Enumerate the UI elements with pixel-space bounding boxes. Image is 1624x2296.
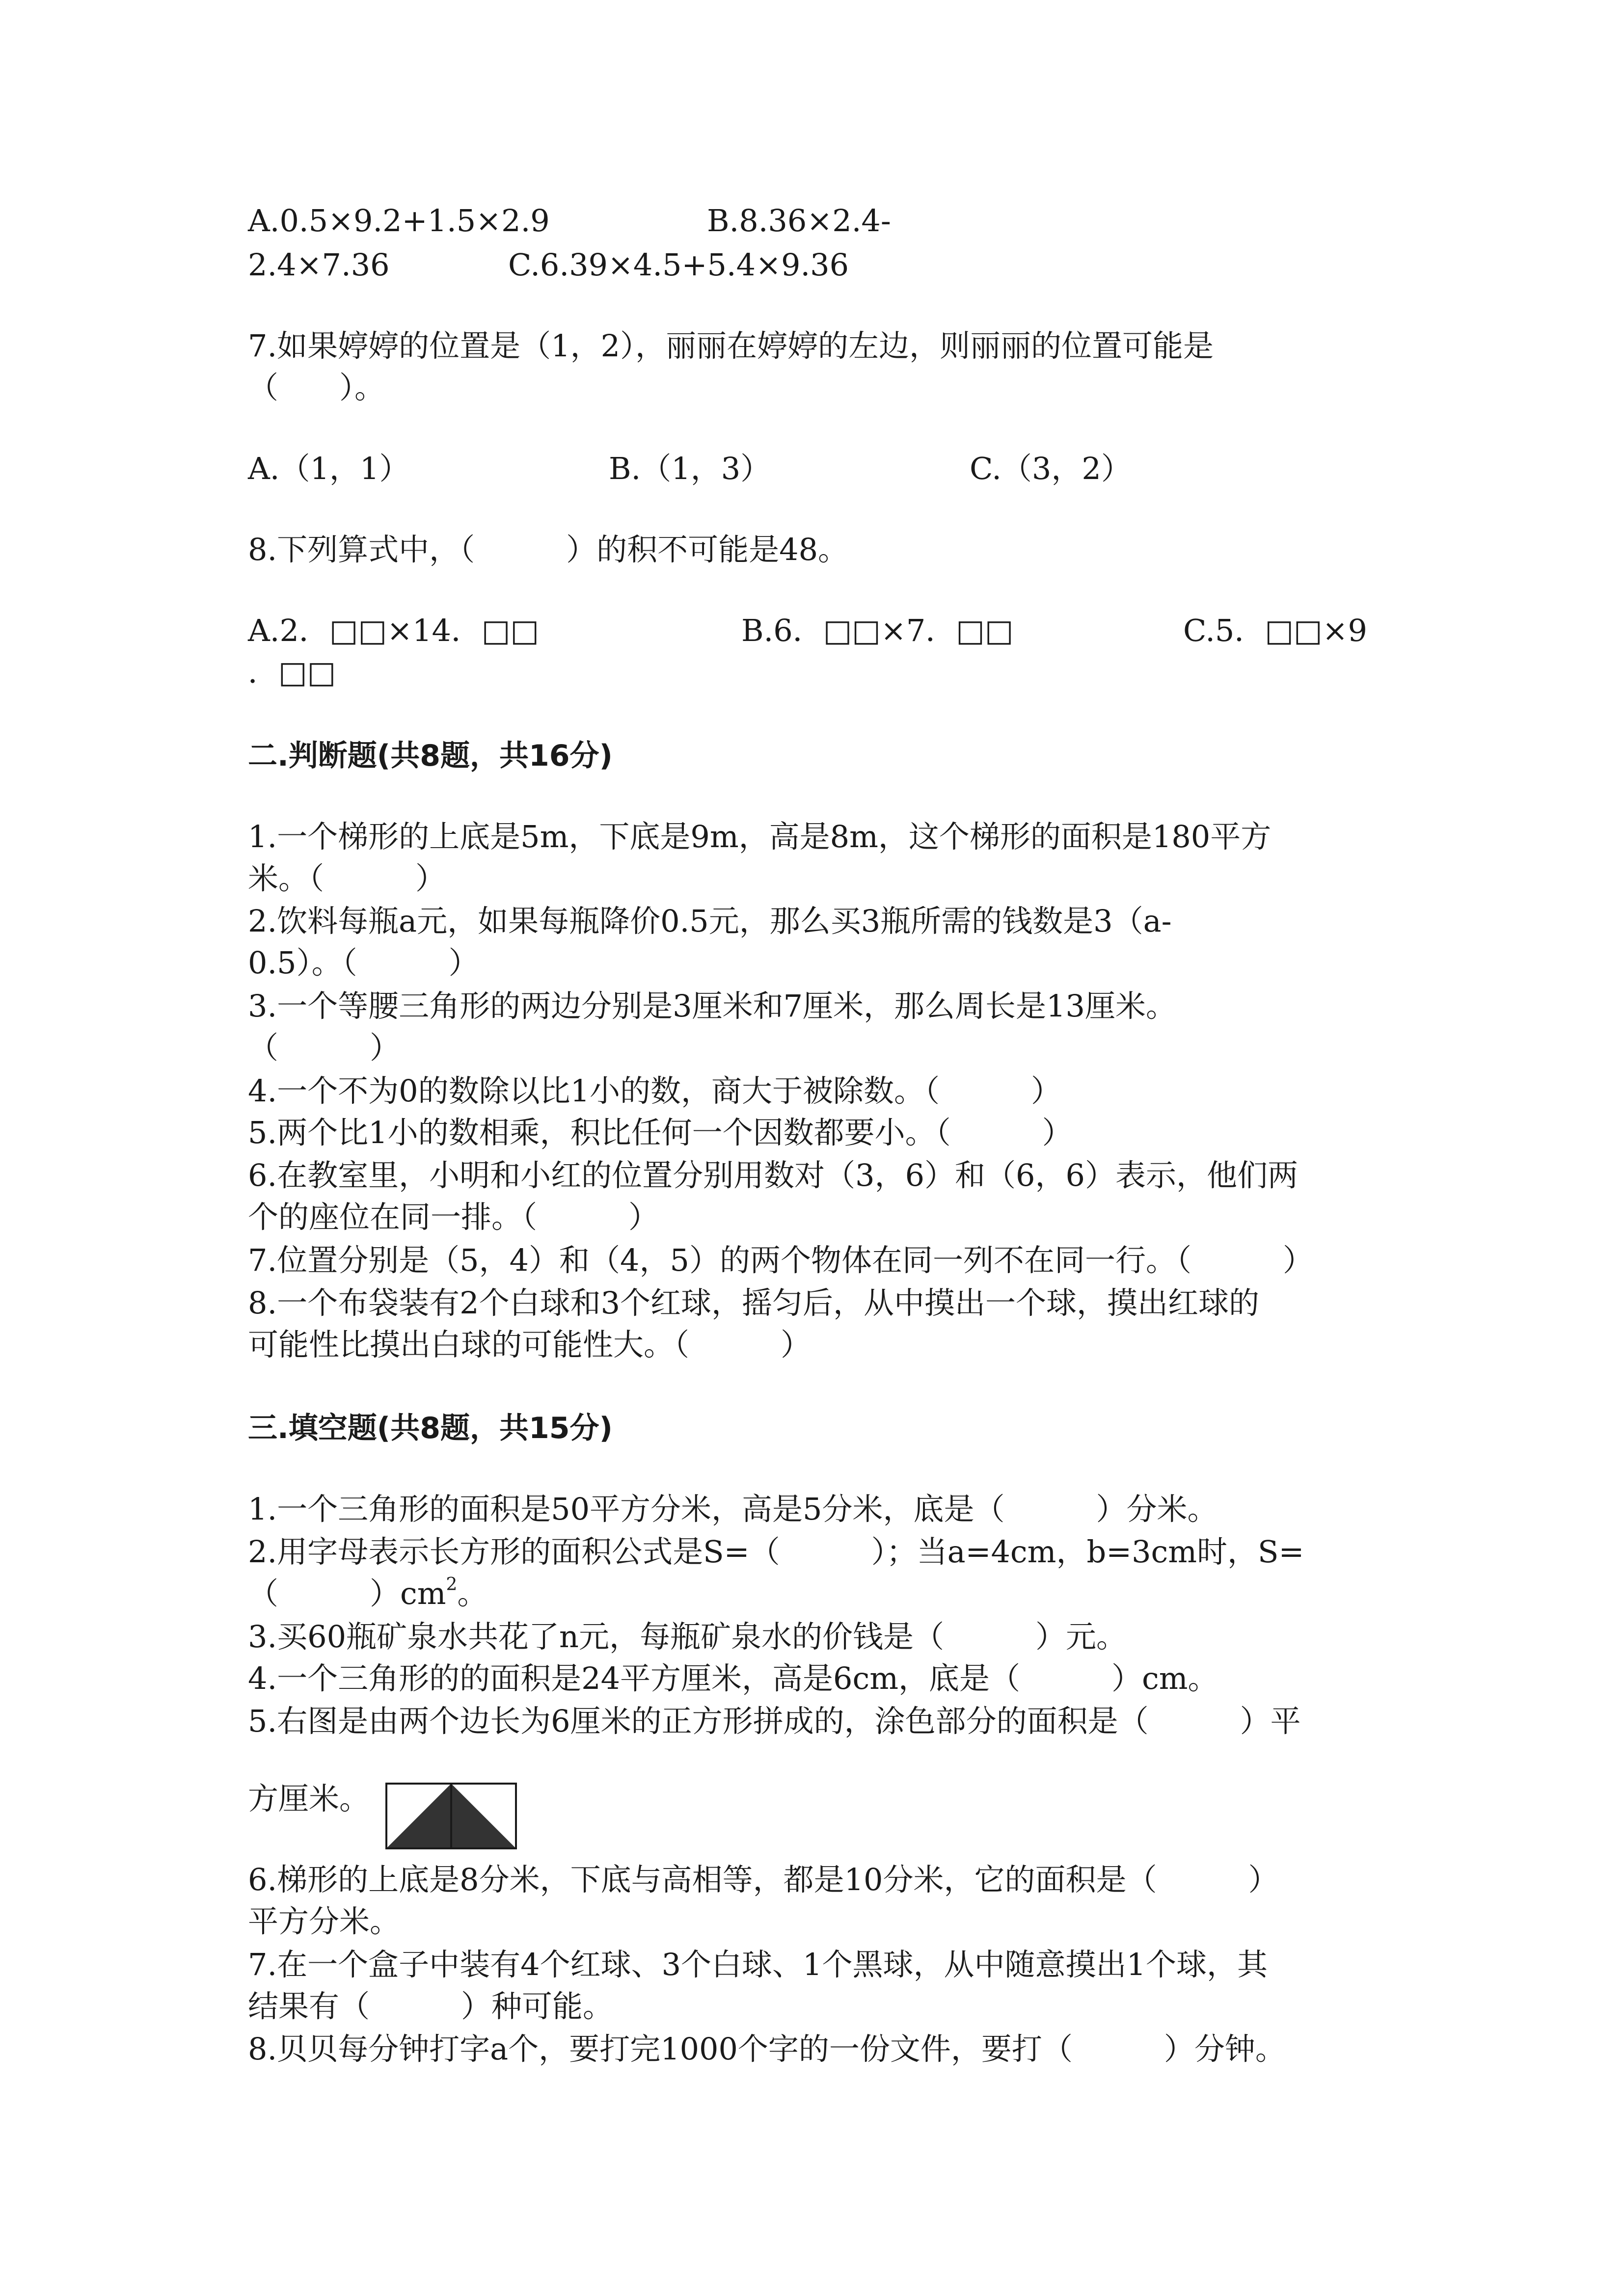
s2-line: 个的座位在同一排。（ ） <box>248 1199 659 1235</box>
s3-line: 8.贝贝每分钟打字a个，要打完1000个字的一份文件，要打（ ）分钟。 <box>248 2031 1286 2067</box>
q7-stem-blank: （ ）。 <box>248 370 385 405</box>
section-2-heading: 二.判断题(共8题，共16分) <box>248 739 613 773</box>
s3-line: 7.在一个盒子中装有4个红球、3个白球、1个黑球，从中随意摸出1个球，其 <box>248 1947 1268 1982</box>
q7-option-a: A.（1，1） <box>248 451 410 486</box>
s3-line: 5.右图是由两个边长为6厘米的正方形拼成的，涂色部分的面积是（ ）平 <box>248 1703 1301 1739</box>
s2-line: 可能性比摸出白球的可能性大。（ ） <box>248 1327 812 1362</box>
superscript-2: 2 <box>446 1575 458 1595</box>
s3-line: 6.梯形的上底是8分米，下底与高相等，都是10分米，它的面积是（ ） <box>248 1862 1279 1897</box>
q6-option-b: B.8.36×2.4- <box>707 203 891 239</box>
s2-line: 2.饮料每瓶a元，如果每瓶降价0.5元，那么买3瓶所需的钱数是3（a- <box>248 903 1172 939</box>
s3-line-text: 。 <box>457 1575 488 1611</box>
s2-line: 4.一个不为0的数除以比1小的数，商大于被除数。（ ） <box>248 1073 1062 1109</box>
q6-option-c: C.6.39×4.5+5.4×9.36 <box>508 247 849 283</box>
q8-stem: 8.下列算式中，（ ）的积不可能是48。 <box>248 532 849 567</box>
s2-line: 米。（ ） <box>248 860 446 896</box>
s2-line: 8.一个布袋装有2个白球和3个红球，摇匀后，从中摸出一个球，摸出红球的 <box>248 1285 1260 1321</box>
shaded-triangle-right <box>451 1784 516 1848</box>
q6-option-a: A.0.5×9.2+1.5×2.9 <box>248 203 550 239</box>
q8-option-c-continued: ．□□ <box>248 654 336 690</box>
q6-option-b-continued: 2.4×7.36 <box>248 247 390 283</box>
s2-line: 0.5）。（ ） <box>248 945 479 981</box>
s3-line: 1.一个三角形的面积是50平方分米，高是5分米，底是（ ）分米。 <box>248 1491 1218 1527</box>
s3-line: 2.用字母表示长方形的面积公式是S=（ ）；当a=4cm，b=3cm时，S= <box>248 1534 1304 1570</box>
s3-line-with-superscript <box>248 1572 487 1616</box>
shaded-triangle-left <box>386 1784 451 1848</box>
s3-line: 4.一个三角形的的面积是24平方厘米，高是6cm，底是（ ）cm。 <box>248 1660 1218 1696</box>
s3-line: 方厘米。 <box>248 1781 370 1816</box>
s3-line-text: （ ）cm <box>248 1575 446 1611</box>
s2-line: 3.一个等腰三角形的两边分别是3厘米和7厘米，那么周长是13厘米。 <box>248 988 1176 1024</box>
s3-line: 结果有（ ）种可能。 <box>248 1988 614 2024</box>
q8-option-c: C.5．□□×9 <box>1183 613 1367 648</box>
section-3-heading: 三.填空题(共8题，共15分) <box>248 1411 613 1445</box>
s2-line: 6.在教室里，小明和小红的位置分别用数对（3，6）和（6，6）表示，他们两 <box>248 1157 1298 1193</box>
s3-line: 3.买60瓶矿泉水共花了n元，每瓶矿泉水的价钱是（ ）元。 <box>248 1619 1127 1655</box>
two-squares-figure <box>384 1782 519 1850</box>
s2-line: 1.一个梯形的上底是5m，下底是9m，高是8m，这个梯形的面积是180平方 <box>248 819 1272 854</box>
s2-line: 7.位置分别是（5，4）和（4，5）的两个物体在同一列不在同一行。（ ） <box>248 1242 1313 1278</box>
q7-stem: 7.如果婷婷的位置是（1，2），丽丽在婷婷的左边，则丽丽的位置可能是 <box>248 328 1214 364</box>
s2-line: 5.两个比1小的数相乘，积比任何一个因数都要小。（ ） <box>248 1115 1073 1150</box>
q7-option-b: B.（1，3） <box>609 451 771 486</box>
q7-option-c: C.（3，2） <box>970 451 1132 486</box>
q8-option-a: A.2．□□×14．□□ <box>248 613 540 648</box>
s3-line: 平方分米。 <box>248 1903 401 1939</box>
q8-option-b: B.6．□□×7．□□ <box>741 613 1014 648</box>
s2-line: （ ） <box>248 1030 401 1066</box>
